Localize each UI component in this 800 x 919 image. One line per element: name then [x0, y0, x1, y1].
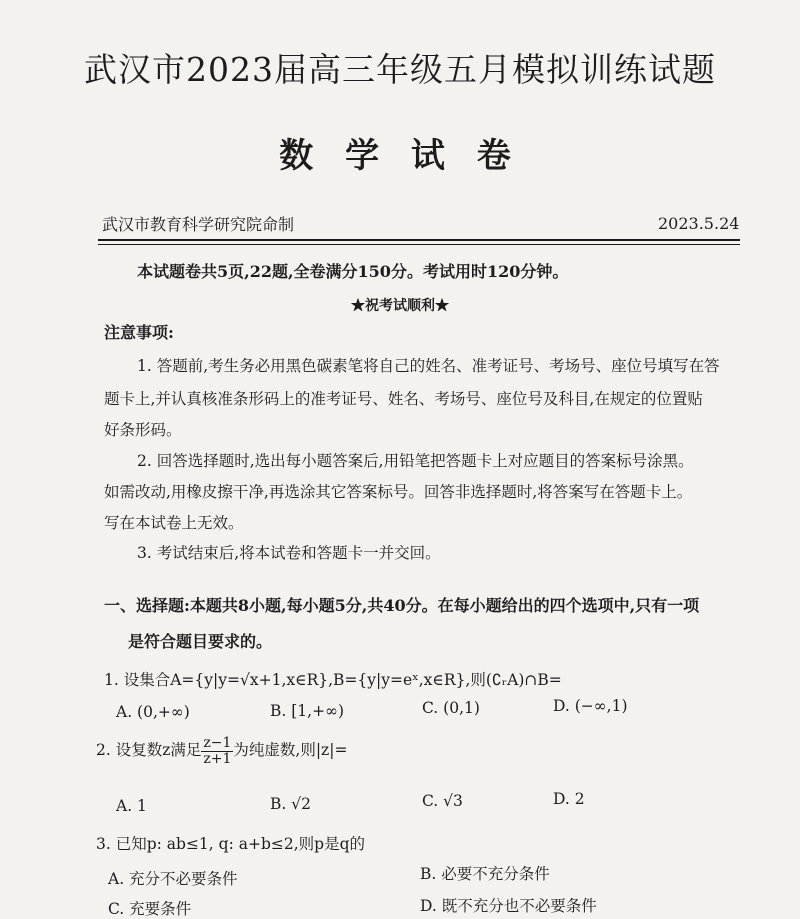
- notice-line: 如需改动,用橡皮擦干净,再选涂其它答案标号。回答非选择题时,将答案写在答题卡上。: [104, 483, 693, 501]
- question-2-stem-prefix: 2. 设复数z满足: [96, 741, 202, 760]
- question-1-option-b: B. [1,+∞): [270, 702, 345, 720]
- fraction-numerator: z−1: [203, 735, 232, 751]
- notice-heading: 注意事项:: [104, 323, 174, 342]
- notice-line: 写在本试卷上无效。: [104, 514, 244, 532]
- question-3-stem: 3. 已知p: ab≤1, q: a+b≤2,则p是q的: [96, 835, 365, 853]
- question-2-stem: [96, 736, 347, 766]
- notice-line: 3. 考试结束后,将本试卷和答题卡一并交回。: [137, 544, 441, 562]
- question-3-option-d: D. 既不充分也不必要条件: [420, 897, 597, 915]
- question-3-option-b: B. 必要不充分条件: [420, 865, 550, 883]
- good-luck: ★祝考试顺利★: [351, 298, 449, 314]
- question-1-stem: 1. 设集合A={y|y=√x+1,x∈R},B={y|y=eˣ,x∈R},则(∁ᵣA)∩B=: [104, 671, 562, 689]
- question-2-stem-suffix: 为纯虚数,则|z|=: [233, 741, 348, 760]
- question-3-option-c: C. 充要条件: [108, 900, 192, 918]
- question-1-option-c: C. (0,1): [422, 699, 480, 717]
- notice-line: 好条形码。: [104, 421, 182, 439]
- notice-line: 1. 答题前,考生务必用黑色碳素笔将自己的姓名、准考证号、考场号、座位号填写在答: [137, 357, 720, 375]
- question-2-option-c: C. √3: [422, 792, 463, 810]
- section-heading: 一、选择题:本题共8小题,每小题5分,共40分。在每小题给出的四个选项中,只有一项: [104, 596, 700, 615]
- exam-intro: 本试题卷共5页,22题,全卷满分150分。考试用时120分钟。: [137, 262, 569, 281]
- subject-title: 数 学 试 卷: [279, 136, 521, 176]
- header-rule: [98, 239, 740, 241]
- question-2-option-a: A. 1: [116, 797, 147, 815]
- question-2-fraction: [201, 736, 233, 766]
- exam-title: 武汉市2023届高三年级五月模拟训练试题: [84, 50, 716, 89]
- question-2-option-d: D. 2: [553, 790, 585, 808]
- section-heading-cont: 是符合题目要求的。: [128, 632, 273, 651]
- question-3-option-a: A. 充分不必要条件: [108, 870, 238, 888]
- issuer: 武汉市教育科学研究院命制: [102, 215, 295, 234]
- fraction-denominator: z+1: [203, 750, 232, 767]
- notice-line: 2. 回答选择题时,选出每小题答案后,用铅笔把答题卡上对应题目的答案标号涂黑。: [137, 452, 694, 470]
- question-1-option-d: D. (−∞,1): [553, 697, 628, 715]
- exam-date: 2023.5.24: [658, 214, 740, 233]
- header-rule-thin: [98, 244, 740, 245]
- question-1-option-a: A. (0,+∞): [116, 703, 190, 721]
- question-2-option-b: B. √2: [270, 795, 311, 813]
- notice-line: 题卡上,并认真核准条形码上的准考证号、姓名、考场号、座位号及科目,在规定的位置贴: [104, 390, 703, 408]
